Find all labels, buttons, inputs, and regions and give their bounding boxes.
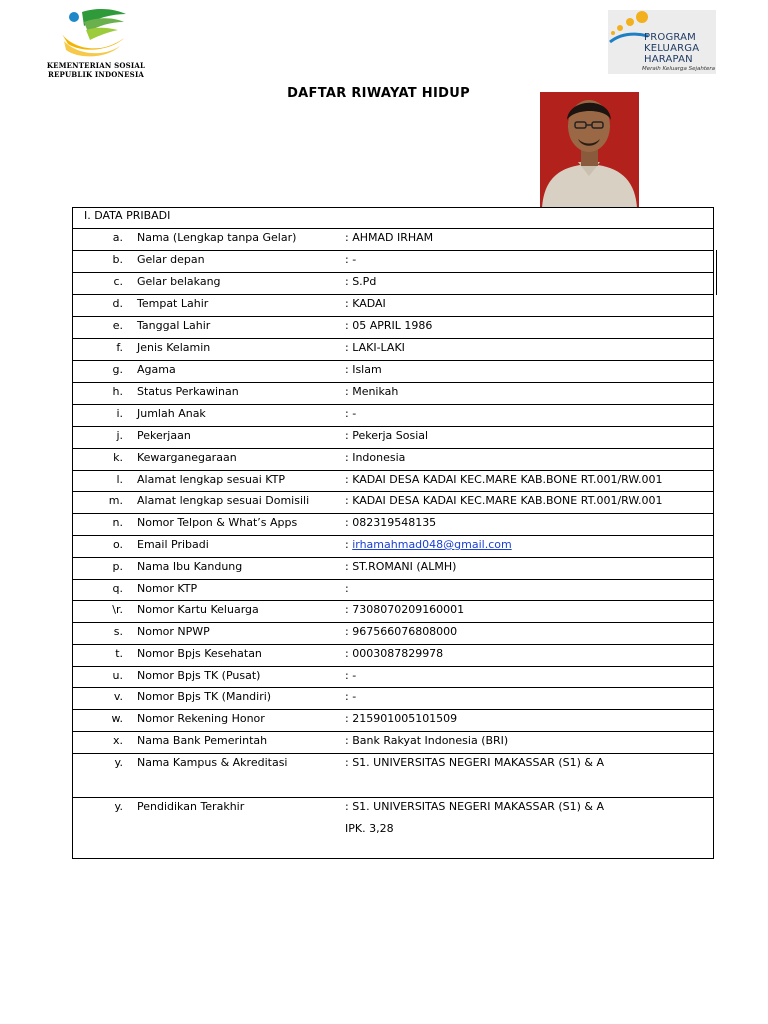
row-label: Nama Ibu Kandung — [137, 560, 243, 573]
row-value: : 215901005101509 — [345, 712, 458, 725]
table-row — [73, 405, 713, 427]
table-row — [73, 339, 713, 361]
row-value: : S1. UNIVERSITAS NEGERI MAKASSAR (S1) & A — [345, 800, 605, 813]
table-row — [73, 536, 713, 558]
row-number: j. — [116, 429, 123, 442]
row-label: Nomor Kartu Keluarga — [137, 603, 259, 616]
row-value: : LAKI-LAKI — [345, 341, 405, 354]
row-number: n. — [112, 516, 123, 529]
row-label: Alamat lengkap sesuai KTP — [137, 473, 285, 486]
row-value: : 7308070209160001 — [345, 603, 465, 616]
row-label: Pekerjaan — [137, 429, 191, 442]
table-row — [73, 732, 713, 754]
row-number: t. — [115, 647, 123, 660]
row-value: : 967566076808000 — [345, 625, 458, 638]
row-label: Jenis Kelamin — [137, 341, 211, 354]
row-label: Status Perkawinan — [137, 385, 239, 398]
table-row — [73, 427, 713, 449]
table-row — [73, 383, 713, 405]
row-number: q. — [112, 582, 123, 595]
row-label: Nomor Bpjs TK (Pusat) — [137, 669, 261, 682]
row-number: b. — [112, 253, 123, 266]
table-row — [73, 798, 713, 859]
row-number: v. — [113, 690, 123, 703]
table-row — [73, 273, 713, 295]
row-value: : AHMAD IRHAM — [345, 231, 434, 244]
row-value: : Islam — [345, 363, 382, 376]
section-heading: I. DATA PRIBADI — [84, 209, 171, 222]
row-label: Nomor NPWP — [137, 625, 210, 638]
row-number: \r. — [112, 603, 123, 616]
row-number: o. — [112, 538, 123, 551]
table-side-border — [714, 250, 717, 295]
pkh-logo-icon — [608, 10, 648, 50]
row-number: s. — [113, 625, 123, 638]
row-label: Email Pribadi — [137, 538, 209, 551]
row-value: : Pekerja Sosial — [345, 429, 429, 442]
row-label: Tanggal Lahir — [137, 319, 211, 332]
row-number: u. — [112, 669, 123, 682]
table-row — [73, 710, 713, 732]
row-number: e. — [112, 319, 123, 332]
table-row — [73, 558, 713, 580]
row-label: Gelar belakang — [137, 275, 221, 288]
row-number: d. — [112, 297, 123, 310]
row-label: Pendidikan Terakhir — [137, 800, 245, 813]
table-row — [73, 317, 713, 339]
row-value: : 05 APRIL 1986 — [345, 319, 433, 332]
table-row — [73, 623, 713, 645]
row-value: : KADAI — [345, 297, 386, 310]
row-number: c. — [113, 275, 123, 288]
row-value: : Indonesia — [345, 451, 406, 464]
pkh-logo-tagline: Meraih Keluarga Sejahtera — [642, 66, 716, 72]
table-row — [73, 754, 713, 798]
row-value: : - — [345, 407, 357, 420]
row-number: y. — [114, 756, 123, 769]
table-row — [73, 492, 713, 514]
table-row — [73, 645, 713, 667]
row-number: k. — [113, 451, 123, 464]
kemensos-logo — [40, 8, 152, 78]
row-value: : S1. UNIVERSITAS NEGERI MAKASSAR (S1) & A — [345, 756, 605, 769]
row-label: Nama Kampus & Akreditasi — [137, 756, 288, 769]
row-value: : 082319548135 — [345, 516, 437, 529]
row-label: Kewarganegaraan — [137, 451, 237, 464]
row-label: Nomor Bpjs Kesehatan — [137, 647, 262, 660]
personal-data-table — [72, 207, 714, 859]
row-value: : KADAI DESA KADAI KEC.MARE KAB.BONE RT.001/RW.001 — [345, 473, 663, 486]
row-value: : KADAI DESA KADAI KEC.MARE KAB.BONE RT.001/RW.001 — [345, 494, 663, 507]
row-value: : Menikah — [345, 385, 399, 398]
table-row — [73, 514, 713, 536]
row-value: : - — [345, 253, 357, 266]
table-row — [73, 361, 713, 383]
pkh-logo-line2: KELUARGA — [644, 43, 700, 54]
kemensos-logo-line1: KEMENTERIAN SOSIAL — [46, 61, 146, 70]
pkh-logo-line1: PROGRAM — [644, 32, 697, 43]
pkh-logo-line3: HARAPAN — [644, 54, 693, 65]
row-value: : - — [345, 690, 357, 703]
row-value: : - — [345, 669, 357, 682]
row-number: l. — [116, 473, 123, 486]
row-value: : — [345, 582, 349, 595]
table-row — [73, 449, 713, 471]
row-value: : S.Pd — [345, 275, 377, 288]
row-label: Jumlah Anak — [137, 407, 206, 420]
table-row — [73, 688, 713, 710]
table-row — [73, 471, 713, 492]
row-number: i. — [116, 407, 123, 420]
row-number: m. — [108, 494, 123, 507]
row-label: Nomor Bpjs TK (Mandiri) — [137, 690, 272, 703]
row-number: a. — [112, 231, 123, 244]
row-label: Agama — [137, 363, 176, 376]
row-number: f. — [116, 341, 123, 354]
row-number: g. — [112, 363, 123, 376]
table-row — [73, 229, 713, 251]
row-number: h. — [112, 385, 123, 398]
table-row — [73, 251, 713, 273]
row-label: Gelar depan — [137, 253, 205, 266]
row-value: : 0003087829978 — [345, 647, 444, 660]
row-label: Nama (Lengkap tanpa Gelar) — [137, 231, 297, 244]
row-value-line2: IPK. 3,28 — [345, 822, 394, 835]
document-title: DAFTAR RIWAYAT HIDUP — [287, 86, 470, 101]
table-row — [73, 667, 713, 688]
row-number: w. — [111, 712, 123, 725]
row-value-prefix: : — [345, 538, 353, 551]
row-number: p. — [112, 560, 123, 573]
row-label: Alamat lengkap sesuai Domisili — [137, 494, 310, 507]
row-number: y. — [114, 800, 123, 813]
row-label: Nama Bank Pemerintah — [137, 734, 268, 747]
email-link[interactable]: irhamahmad048@gmail.com — [352, 538, 512, 551]
row-label: Tempat Lahir — [137, 297, 209, 310]
table-row — [73, 295, 713, 317]
table-row — [73, 601, 713, 623]
pkh-logo — [608, 10, 716, 74]
row-label: Nomor Rekening Honor — [137, 712, 265, 725]
portrait-photo — [540, 92, 639, 208]
section-heading-row — [73, 208, 713, 229]
row-label: Nomor Telpon & What’s Apps — [137, 516, 298, 529]
kemensos-logo-line2: REPUBLIK INDONESIA — [47, 70, 145, 79]
row-label: Nomor KTP — [137, 582, 198, 595]
row-value — [345, 538, 512, 551]
row-number: x. — [112, 734, 123, 747]
row-value: : Bank Rakyat Indonesia (BRI) — [345, 734, 509, 747]
table-row — [73, 580, 713, 601]
row-value: : ST.ROMANI (ALMH) — [345, 560, 457, 573]
kemensos-logo-icon — [60, 8, 132, 60]
